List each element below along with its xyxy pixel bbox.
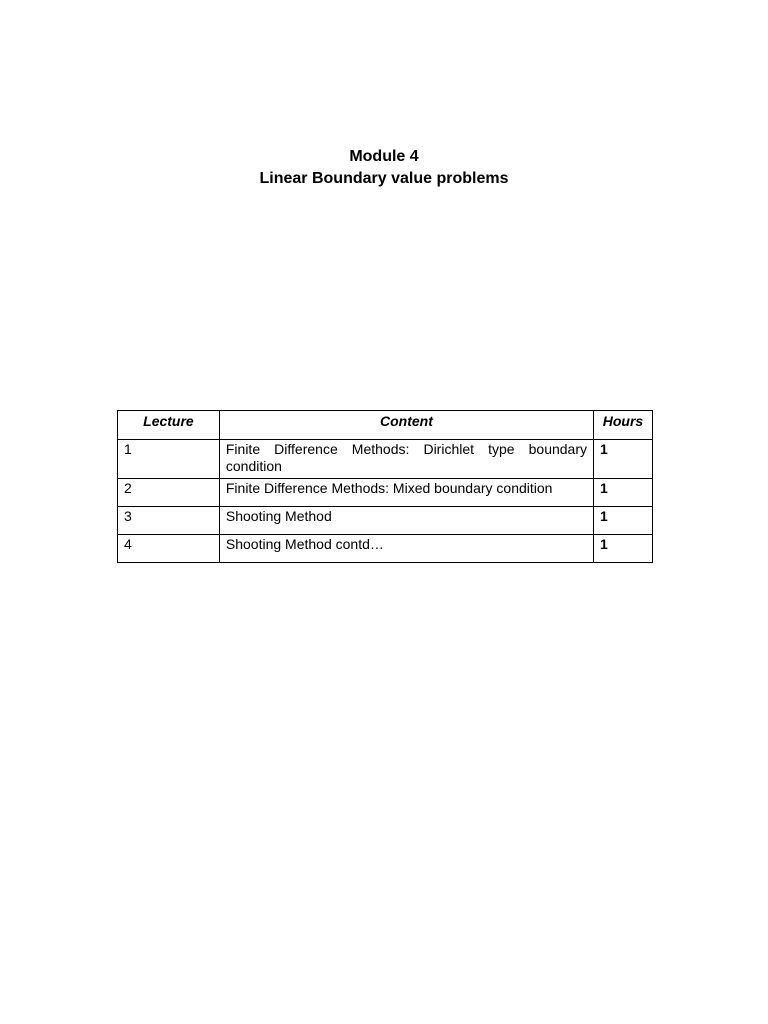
lecture-hours: 1 xyxy=(594,440,653,479)
lecture-number: 1 xyxy=(118,440,220,479)
lecture-number: 4 xyxy=(118,535,220,563)
table-row xyxy=(118,440,653,479)
module-heading xyxy=(0,146,768,190)
module-subtitle: Linear Boundary value problems xyxy=(259,170,509,187)
header-hours: Hours xyxy=(594,411,653,440)
table-row xyxy=(118,535,653,563)
lecture-hours: 1 xyxy=(594,535,653,563)
table-row xyxy=(118,479,653,507)
lecture-content: Finite Difference Methods: Mixed boundary condition xyxy=(219,479,593,507)
lecture-hours: 1 xyxy=(594,479,653,507)
lecture-content: Shooting Method contd… xyxy=(219,535,593,563)
lecture-hours: 1 xyxy=(594,507,653,535)
lecture-table xyxy=(117,410,653,563)
table-row xyxy=(118,507,653,535)
header-content: Content xyxy=(219,411,593,440)
lecture-content: Shooting Method xyxy=(219,507,593,535)
module-title: Module 4 xyxy=(349,148,419,165)
lecture-number: 2 xyxy=(118,479,220,507)
header-lecture: Lecture xyxy=(118,411,220,440)
table-header-row xyxy=(118,411,653,440)
lecture-content: Finite Difference Methods: Dirichlet type boundary condition xyxy=(219,440,593,479)
lecture-number: 3 xyxy=(118,507,220,535)
